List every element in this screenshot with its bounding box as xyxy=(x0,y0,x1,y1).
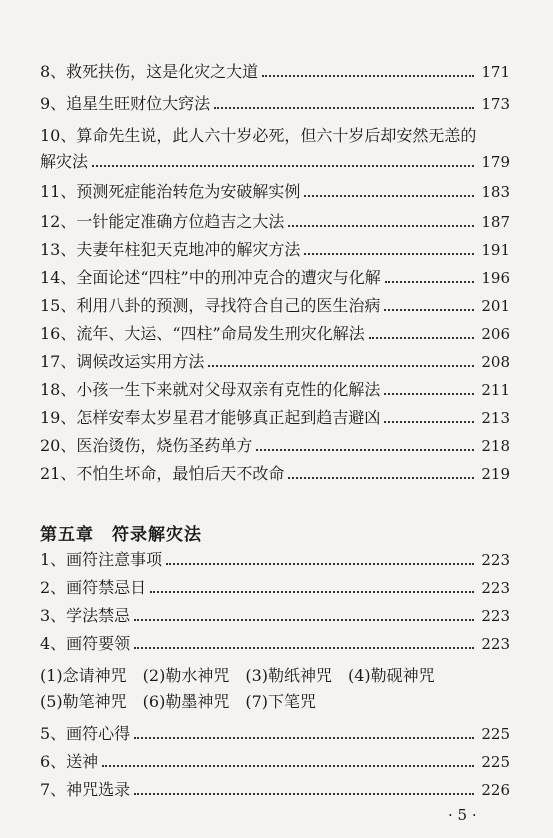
leader-dots xyxy=(102,765,474,767)
toc-entry[interactable] xyxy=(40,606,510,626)
toc-entry[interactable] xyxy=(40,324,510,344)
toc-entry[interactable] xyxy=(40,752,510,772)
toc-entry[interactable] xyxy=(40,380,510,400)
toc-entry-page: 218 xyxy=(481,437,510,455)
toc-entry-page: 208 xyxy=(481,353,510,371)
spell-list-line-1: (1)念请神咒 (2)勒水神咒 (3)勒纸神咒 (4)勒砚神咒 xyxy=(40,666,435,685)
toc-entry-page: 211 xyxy=(481,381,510,399)
page-number: · 5 · xyxy=(448,806,477,824)
toc-entry[interactable] xyxy=(40,94,510,114)
toc-entry-title: 16、流年、大运、“四柱”命局发生刑灾化解法 xyxy=(40,324,365,343)
toc-entry-page: 179 xyxy=(481,153,510,171)
leader-dots xyxy=(288,225,474,227)
leader-dots xyxy=(166,563,474,565)
toc-entry-page: 223 xyxy=(481,607,510,625)
toc-entry-page: 225 xyxy=(481,753,510,771)
toc-entry-page: 219 xyxy=(481,465,510,483)
toc-entry[interactable] xyxy=(40,724,510,744)
toc-entry-page: 223 xyxy=(481,551,510,569)
toc-entry-continuation[interactable] xyxy=(40,152,510,172)
leader-dots xyxy=(384,421,474,423)
toc-entry[interactable] xyxy=(40,436,510,456)
chapter-heading: 第五章 符录解灾法 xyxy=(40,525,202,545)
toc-entry-page: 223 xyxy=(481,635,510,653)
toc-entry-title: 19、怎样安奉太岁星君才能够真正起到趋吉避凶 xyxy=(40,408,381,427)
toc-entry-title: 解灾法 xyxy=(40,152,89,171)
toc-entry[interactable] xyxy=(40,578,510,598)
toc-entry-title: 15、利用八卦的预测，寻找符合自己的医生治病 xyxy=(40,296,381,315)
toc-entry-title: 2、画符禁忌日 xyxy=(40,578,147,597)
leader-dots xyxy=(214,107,474,109)
toc-entry-title: 7、神咒选录 xyxy=(40,780,131,799)
toc-entry-title: 18、小孩一生下来就对父母双亲有克性的化解法 xyxy=(40,380,381,399)
toc-entry[interactable] xyxy=(40,464,510,484)
toc-entry-title: 14、全面论述“四柱”中的刑冲克合的遭灾与化解 xyxy=(40,268,381,287)
leader-dots xyxy=(304,253,474,255)
leader-dots xyxy=(385,281,474,283)
toc-entry-page: 213 xyxy=(481,409,510,427)
toc-entry-title: 13、夫妻年柱犯天克地冲的解灾方法 xyxy=(40,240,301,259)
toc-entry-page: 173 xyxy=(481,95,510,113)
leader-dots xyxy=(134,793,474,795)
toc-entry-page: 201 xyxy=(481,297,510,315)
leader-dots xyxy=(208,365,474,367)
toc-entry-page: 225 xyxy=(481,725,510,743)
toc-entry-page: 171 xyxy=(481,63,510,81)
toc-entry[interactable] xyxy=(40,408,510,428)
leader-dots xyxy=(369,337,474,339)
toc-entry[interactable] xyxy=(40,62,510,82)
toc-entry-page: 191 xyxy=(481,241,510,259)
leader-dots xyxy=(134,737,474,739)
toc-entry-page: 183 xyxy=(481,183,510,201)
toc-entry-title: 6、送神 xyxy=(40,752,99,771)
leader-dots xyxy=(304,195,474,197)
toc-entry-title: 9、追星生旺财位大窍法 xyxy=(40,94,211,113)
toc-entry[interactable] xyxy=(40,240,510,260)
leader-dots xyxy=(262,75,474,77)
leader-dots xyxy=(384,309,474,311)
leader-dots xyxy=(256,449,474,451)
toc-entry-title: 12、一针能定准确方位趋吉之大法 xyxy=(40,212,285,231)
spell-list-line-2: (5)勒笔神咒 (6)勒墨神咒 (7)下笔咒 xyxy=(40,692,316,711)
toc-entry[interactable] xyxy=(40,212,510,232)
toc-entry-title: 11、预测死症能治转危为安破解实例 xyxy=(40,182,301,201)
toc-entry-page: 223 xyxy=(481,579,510,597)
toc-entry-title: 17、调候改运实用方法 xyxy=(40,352,205,371)
toc-entry-title: 3、学法禁忌 xyxy=(40,606,131,625)
toc-entry-title: 1、画符注意事项 xyxy=(40,550,163,569)
toc-entry-title: 21、不怕生坏命，最怕后天不改命 xyxy=(40,464,285,483)
toc-entry-title: 20、医治烫伤，烧伤圣药单方 xyxy=(40,436,253,455)
toc-entry[interactable] xyxy=(40,352,510,372)
toc-entry[interactable] xyxy=(40,268,510,288)
leader-dots xyxy=(288,477,474,479)
toc-entry-page: 226 xyxy=(481,781,510,799)
toc-entry[interactable] xyxy=(40,126,510,146)
toc-entry-page: 187 xyxy=(481,213,510,231)
toc-entry-title: 4、画符要领 xyxy=(40,634,131,653)
toc-entry[interactable] xyxy=(40,182,510,202)
toc-entry-title: 10、算命先生说，此人六十岁必死，但六十岁后却安然无恙的 xyxy=(40,126,477,145)
leader-dots xyxy=(92,165,474,167)
toc-entry-title: 5、画符心得 xyxy=(40,724,131,743)
toc-entry[interactable] xyxy=(40,780,510,800)
leader-dots xyxy=(134,647,474,649)
toc-entry-page: 196 xyxy=(481,269,510,287)
toc-entry[interactable] xyxy=(40,634,510,654)
leader-dots xyxy=(384,393,474,395)
toc-entry[interactable] xyxy=(40,550,510,570)
toc-entry[interactable] xyxy=(40,296,510,316)
toc-entry-title: 8、救死扶伤，这是化灾之大道 xyxy=(40,62,259,81)
toc-entry-page: 206 xyxy=(481,325,510,343)
leader-dots xyxy=(150,591,474,593)
leader-dots xyxy=(134,619,474,621)
